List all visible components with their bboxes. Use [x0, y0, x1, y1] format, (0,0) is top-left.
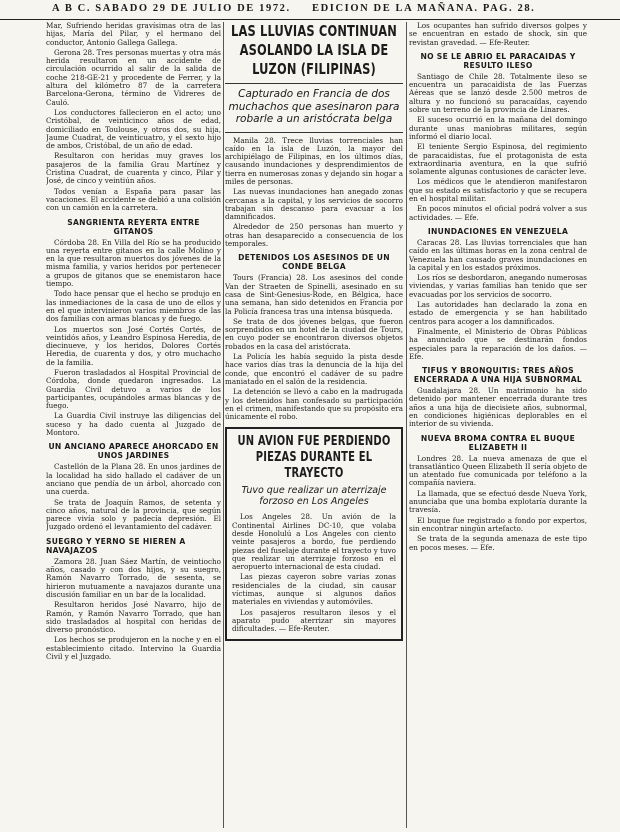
paragraph: Guadalajara 28. Un matrimonio ha sido detenido por mantener encerrada durante tres años a una hija de diecisiete años, subnormal, en condiciones higiénicas deplorables en el interior de su vivienda. [409, 386, 587, 429]
paragraph: En pocos minutos el oficial podrá volver a sus actividades. — Efe. [409, 204, 587, 222]
headline-asesinos-conde: DETENIDOS LOS ASESINOS DE UN CONDE BELGA [238, 253, 390, 272]
paragraph: La Policía les había seguido la pista desde hace varios días tras la denuncia de la hija del conde, que encontró el cadáver de su padre maniatado en el salón de la residencia. [225, 352, 403, 386]
paragraph: El teniente Sergio Espinosa, del regimiento de paracaidistas, fue el protagonista de esta extraordinaria aventura, en la que sufrió solamente algunas contusiones de carácter leve. [409, 142, 587, 177]
headline-reyerta: SANGRIENTA REYERTA ENTRE GITANOS [67, 217, 200, 236]
paragraph: La Guardia Civil instruye las diligencias del suceso y ha dado cuenta al Juzgado de Montoro. [46, 411, 221, 438]
masthead-date: A B C. SABADO 29 DE JULIO DE 1972. [52, 3, 291, 14]
divider [225, 83, 403, 84]
paragraph: Las nuevas inundaciones han anegado zonas cercanas a la capital, y los servicios de socorro trabajan sin descanso para evacuar a los damnificados. [225, 187, 403, 222]
paragraph: Castellón de la Plana 28. En unos jardines de la localidad ha sido hallado el cadáver de un anciano que pendía de un árbol, ahorcado con una cuerda. [46, 462, 221, 497]
column-middle [225, 22, 403, 828]
divider [225, 132, 403, 133]
paragraph: Finalmente, el Ministerio de Obras Públicas ha anunciado que se destinarán fondos especiales para la reparación de los daños. — Efe. [409, 326, 587, 361]
headline-lluvias-luzon: LAS LLUVIAS CONTINUAN ASOLANDO LA ISLA DE LUZON (FILIPINAS) [231, 22, 397, 78]
paragraph: Zamora 28. Juan Sáez Martín, de veintiocho años, casado y con dos hijos, y su suegro, Ramón Navarro Torrado, de sesenta, se hirieron mutuamente a navajazos durante una discusión familiar en un bar de la localidad. [46, 556, 221, 599]
paragraph: Las piezas cayeron sobre varias zonas residenciales de la ciudad, sin causar víctimas, aunque si algunos daños materiales en viviendas y automóviles. [232, 572, 396, 607]
paragraph: Los ocupantes han sufrido diversos golpes y se encuentran en estado de shock, sin que revistan gravedad. — Efe-Reuter. [409, 22, 587, 47]
paragraph: La detención se llevó a cabo en la madrugada y los detenidos han confesado su participación en el crimen, manifestando que su propósito era únicamente el robo. [225, 387, 403, 422]
headline-venezuela: INUNDACIONES EN VENEZUELA [427, 226, 569, 236]
paragraph: Los médicos que le atendieron manifestaron que su estado es satisfactorio y que se recupera en el hospital militar. [409, 177, 587, 204]
masthead [0, 0, 620, 20]
paragraph: Resultaron heridos José Navarro, hijo de Ramón, y Ramón Navarro Torrado, que han sido trasladados al hospital con heridas de diverso pronóstico. [46, 600, 221, 635]
headline-avion: UN AVION FUE PERDIENDO PIEZAS DURANTE EL TRAYECTO [237, 433, 391, 482]
headline-paracaidas: NO SE LE ABRIO EL PARACAIDAS Y RESULTO ILESO [420, 51, 576, 70]
headline-hija-encerrada: TIFUS Y BRONQUITIS: TRES AÑOS ENCERRADA A UNA HIJA SUBNORMAL [413, 366, 583, 385]
paragraph: Se trata de la segunda amenaza de este tipo en pocos meses. — Efe. [409, 534, 587, 552]
paragraph: Fueron trasladados al Hospital Provincial de Córdoba, donde quedaron ingresados. La Guardia Civil detuvo a varios de los participantes, ocupándoles armas blancas y de fuego. [46, 367, 221, 411]
column-divider [406, 22, 407, 828]
paragraph: Todos venían a España para pasar las vacaciones. El accidente se debió a una colisión con un camión en la carretera. [46, 186, 221, 213]
paragraph: Los Angeles 28. Un avión de la Continental Airlines DC-10, que volaba desde Honolulú a Los Angeles con ciento veinte pasajeros a bordo, fue perdiendo piezas del fuselaje durante el trayecto y tuvo que realizar un aterrizaje forzoso en el aeropuerto internacional de esta ciudad. [232, 512, 396, 572]
masthead-page: EDICION DE LA MAÑANA. PAG. 28. [312, 3, 536, 14]
paragraph: El buque fue registrado a fondo por expertos, sin encontrar ningún artefacto. [409, 515, 587, 533]
paragraph: Las autoridades han declarado la zona en estado de emergencia y se han habilitado centros para acoger a los damnificados. [409, 300, 587, 326]
paragraph: La llamada, que se efectuó desde Nueva York, anunciaba que una bomba explotaría durante la travesía. [409, 488, 587, 515]
paragraph: Se trata de Joaquín Ramos, de setenta y cinco años, natural de la provincia, que según parece vivía solo y padecía depresión. El Juzgado ordenó el levantamiento del cadáver. [46, 497, 221, 532]
paragraph: Londres 28. La nueva amenaza de que el transatlántico Queen Elizabeth II sería objeto de un atentado fue comunicada por teléfono a la compañía naviera. [409, 453, 587, 488]
headline-elizabeth: NUEVA BROMA CONTRA EL BUQUE ELIZABETH II [420, 433, 576, 452]
paragraph: Los muertos son José Cortés Cortés, de veintidós años, y Leandro Espinosa Heredia, de diecinueve, y los heridos, Dolores Cortés Heredia, de cuarenta y dos, y otro muchacho de la familia. [46, 324, 221, 367]
paragraph: Los hechos se produjeron en la noche y en el establecimiento citado. Intervino la Guardia Civil y el Juzgado. [46, 635, 221, 661]
paragraph: Manila 28. Trece lluvias torrenciales han caído en la isla de Luzón, la mayor del archipiélago de Filipinas, en los últimos días, causando inundaciones y desprendimientos de tierra en numerosas zonas y dejando sin hogar a miles de personas. [225, 135, 403, 186]
paragraph: Se trata de dos jóvenes belgas, que fueron sorprendidos en un hotel de la ciudad de Tours, en cuyo poder se encontraron diversos objetos robados en la casa del aristócrata. [225, 316, 403, 351]
paragraph: Mar, Sufriendo heridas gravísimas otra de las hijas, María del Pilar, y el hermano del conductor, Antonio Gallega Gallega. [46, 22, 221, 47]
column-left [46, 22, 221, 828]
column-divider [223, 22, 224, 828]
paragraph: Tours (Francia) 28. Los asesinos del conde Van der Straeten de Spinelli, asesinado en su casa de Sint-Genesius-Rode, en Bélgica, hace una semana, han sido detenidos en Francia por la Policía francesa tras una intensa búsqueda. [225, 273, 403, 316]
paragraph: Resultaron con heridas muy graves los pasajeros de la familia Grau Martínez y Cristina Cuadrat, de cuarenta y cinco, Pilar y José, de cinco y veintiún años. [46, 151, 221, 186]
paragraph: Alrededor de 250 personas han muerto y otras han desaparecido a consecuencia de los temporales. [225, 222, 403, 249]
paragraph: Córdoba 28. En Villa del Río se ha producido una reyerta entre gitanos en la calle Molino y en la que resultaron muertos dos jóvenes de la misma familia, y varios heridos por pertenecer a grupos de gitanos que se enemistaron hace tiempo. [46, 237, 221, 289]
paragraph: Gerona 28. Tres personas muertas y otra más herida resultaron en un accidente de circulación ocurrido al salir de la salida de coche 218-GE-21 y procedente de Ferrer, y la altura del kilómetro 87 de la carretera Barcelona-Gerona, término de Vidreres de Cauló. [46, 47, 221, 107]
column-right [409, 22, 587, 828]
headline-suegro: SUEGRO Y YERNO SE HIEREN A NAVAJAZOS [46, 536, 186, 555]
paragraph: Todo hace pensar que el hecho se produjo en las inmediaciones de la casa de uno de ellos y en el que intervinieron varios miembros de las dos familias con armas blancas y de fuego. [46, 289, 221, 324]
boxed-article-avion [225, 427, 403, 640]
headline-anciano: UN ANCIANO APARECE AHORCADO EN UNOS JARDINES [48, 442, 219, 461]
paragraph: El suceso ocurrió en la mañana del domingo durante unas maniobras militares, según informó el diario local. [409, 115, 587, 141]
paragraph: Los conductores fallecieron en el acto; uno Cristóbal, de veinticinco años de edad, domiciliado en Toulouse, y otros dos, su hija, Jaume Cuadrat, de veinticuatro, y el sexto hijo de ambos, Cristóbal, de un año de edad. [46, 107, 221, 151]
paragraph: Santiago de Chile 28. Totalmente ileso se encuentra un paracaidista de las Fuerzas Aéreas que se lanzó desde 2.500 metros de altura y no funcionó su paracaídas, cayendo sobre un terreno de la provincia de Linares. [409, 71, 587, 115]
paragraph: Caracas 28. Las lluvias torrenciales que han caído en las últimas horas en la zona central de Venezuela han causado graves inundaciones en la capital y en los estados próximos. [409, 237, 587, 272]
paragraph: Los pasajeros resultaron ilesos y el aparato pudo aterrizar sin mayores dificultades. — Efe-Reuter. [232, 607, 396, 634]
subheadline-conde-belga: Capturado en Francia de dos muchachos que asesinaron para robarle a un aristócrata belga [228, 88, 400, 125]
subheadline-avion: Tuvo que realizar un aterrizaje forzoso en Los Angeles [241, 485, 387, 508]
paragraph: Los ríos se desbordaron, anegando numerosas viviendas, y varias familias han tenido que ser evacuadas por los servicios de socorro. [409, 273, 587, 299]
